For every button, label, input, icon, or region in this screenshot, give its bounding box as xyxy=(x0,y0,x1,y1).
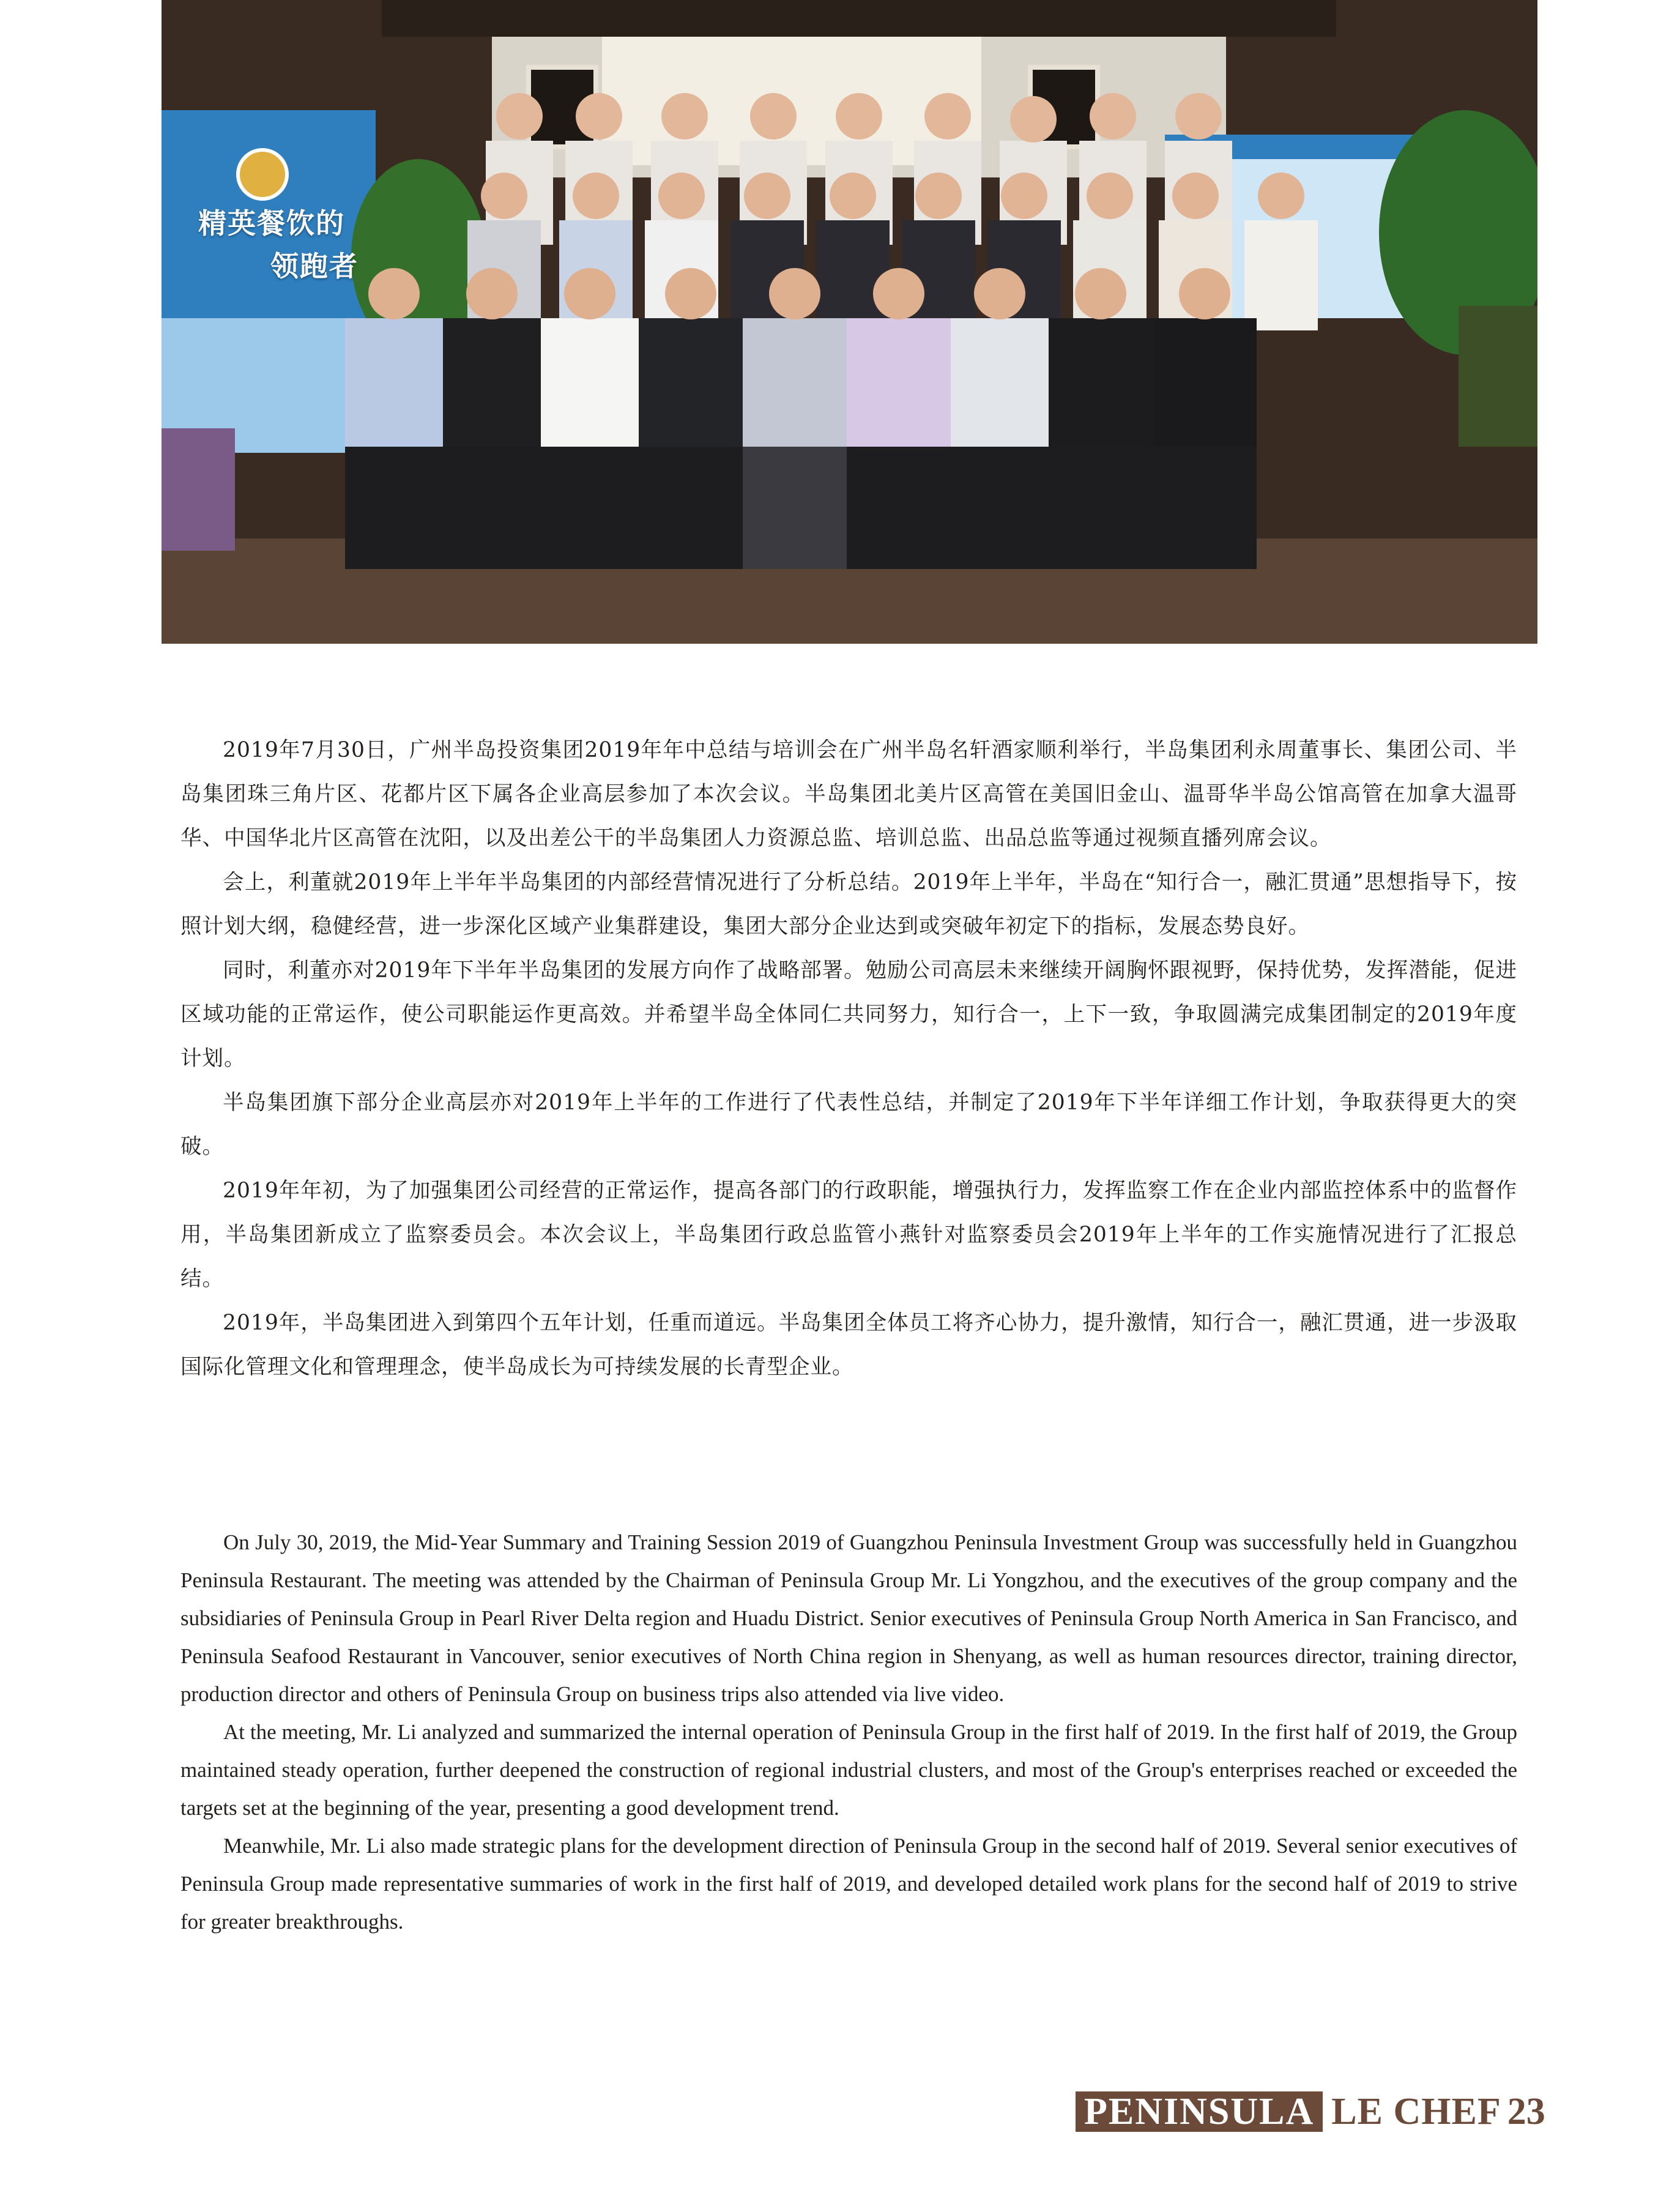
group-photo-illustration xyxy=(162,0,1537,644)
page-footer xyxy=(1076,2091,1545,2132)
zh-paragraph: 2019年，半岛集团进入到第四个五年计划，任重而道远。半岛集团全体员工将齐心协力，提升激情，知行合一，融汇贯通，进一步汲取国际化管理文化和管理理念，使半岛成长为可持续发展的长青型企业。 xyxy=(180,1311,1517,1379)
group-photo xyxy=(162,0,1537,644)
zh-paragraph: 半岛集团旗下部分企业高层亦对2019年上半年的工作进行了代表性总结，并制定了2019年下半年详细工作计划，争取获得更大的突破。 xyxy=(180,1090,1517,1159)
en-paragraph: On July 30, 2019, the Mid-Year Summary and Training Session 2019 of Guangzhou Peninsula Investment Group was successfully held in Guangzhou Peninsula Restaurant. The meeting was attended by the Chairman of Peninsula Group Mr. Li Yongzhou, and the executives of the group company and the subsidiaries of Peninsula Group in Pearl River Delta region and Huadu District. Senior executives of Peninsula Group North America in San Francisco, and Peninsula Seafood Restaurant in Vancouver, senior executives of North China region in Shenyang, as well as human resources director, training director, production director and others of Peninsula Group on business trips also attended via live video. xyxy=(180,1530,1517,1706)
zh-paragraph: 会上，利董就2019年上半年半岛集团的内部经营情况进行了分析总结。2019年上半年，半岛在“知行合一，融汇贯通”思想指导下，按照计划大纲，稳健经营，进一步深化区域产业集群建设，集团大部分企业达到或突破年初定下的指标，发展态势良好。 xyxy=(180,870,1517,939)
en-paragraph: Meanwhile, Mr. Li also made strategic plans for the development direction of Peninsula Group in the second half of 2019. Several senior executives of Peninsula Group made representative summaries of work in the first half of 2019, and developed detailed work plans for the second half of 2019 to strive for greater breakthroughs. xyxy=(180,1834,1517,1934)
zh-paragraph: 2019年7月30日，广州半岛投资集团2019年年中总结与培训会在广州半岛名轩酒家顺利举行，半岛集团利永周董事长、集团公司、半岛集团珠三角片区、花都片区下属各企业高层参加了本次会议。半岛集团北美片区高管在美国旧金山、温哥华半岛公馆高管在加拿大温哥华、中国华北片区高管在沈阳，以及出差公干的半岛集团人力资源总监、培训总监、出品总监等通过视频直播列席会议。 xyxy=(180,738,1517,851)
en-paragraph: At the meeting, Mr. Li analyzed and summarized the internal operation of Peninsula Group in the first half of 2019. In the first half of 2019, the Group maintained steady operation, further deepened the construction of regional industrial clusters, and most of the Group's enterprises reached or exceeded the targets set at the beginning of the year, presenting a good development trend. xyxy=(180,1720,1517,1820)
article-english xyxy=(180,1524,1517,1941)
banner-slogan-line1: 精英餐饮的 xyxy=(198,207,345,240)
zh-paragraph: 同时，利董亦对2019年下半年半岛集团的发展方向作了战略部署。勉励公司高层未来继续开阔胸怀跟视野，保持优势，发挥潜能，促进区域功能的正常运作，使公司职能运作更高效。并希望半岛全体同仁共同努力，知行合一，上下一致，争取圆满完成集团制定的2019年度计划。 xyxy=(180,958,1517,1071)
zh-paragraph: 2019年年初，为了加强集团公司经营的正常运作，提高各部门的行政职能，增强执行力，发挥监察工作在企业内部监控体系中的监督作用，半岛集团新成立了监察委员会。本次会议上，半岛集团行政总监管小燕针对监察委员会2019年上半年的工作实施情况进行了汇报总结。 xyxy=(180,1179,1517,1291)
page-number: 23 xyxy=(1507,2090,1545,2132)
article-chinese xyxy=(180,728,1517,1389)
banner-slogan-line2: 领跑者 xyxy=(270,250,359,283)
banner-slogan xyxy=(198,202,359,288)
footer-magazine-name: LE CHEF xyxy=(1331,2090,1501,2132)
footer-brand: PENINSULA xyxy=(1076,2091,1323,2132)
